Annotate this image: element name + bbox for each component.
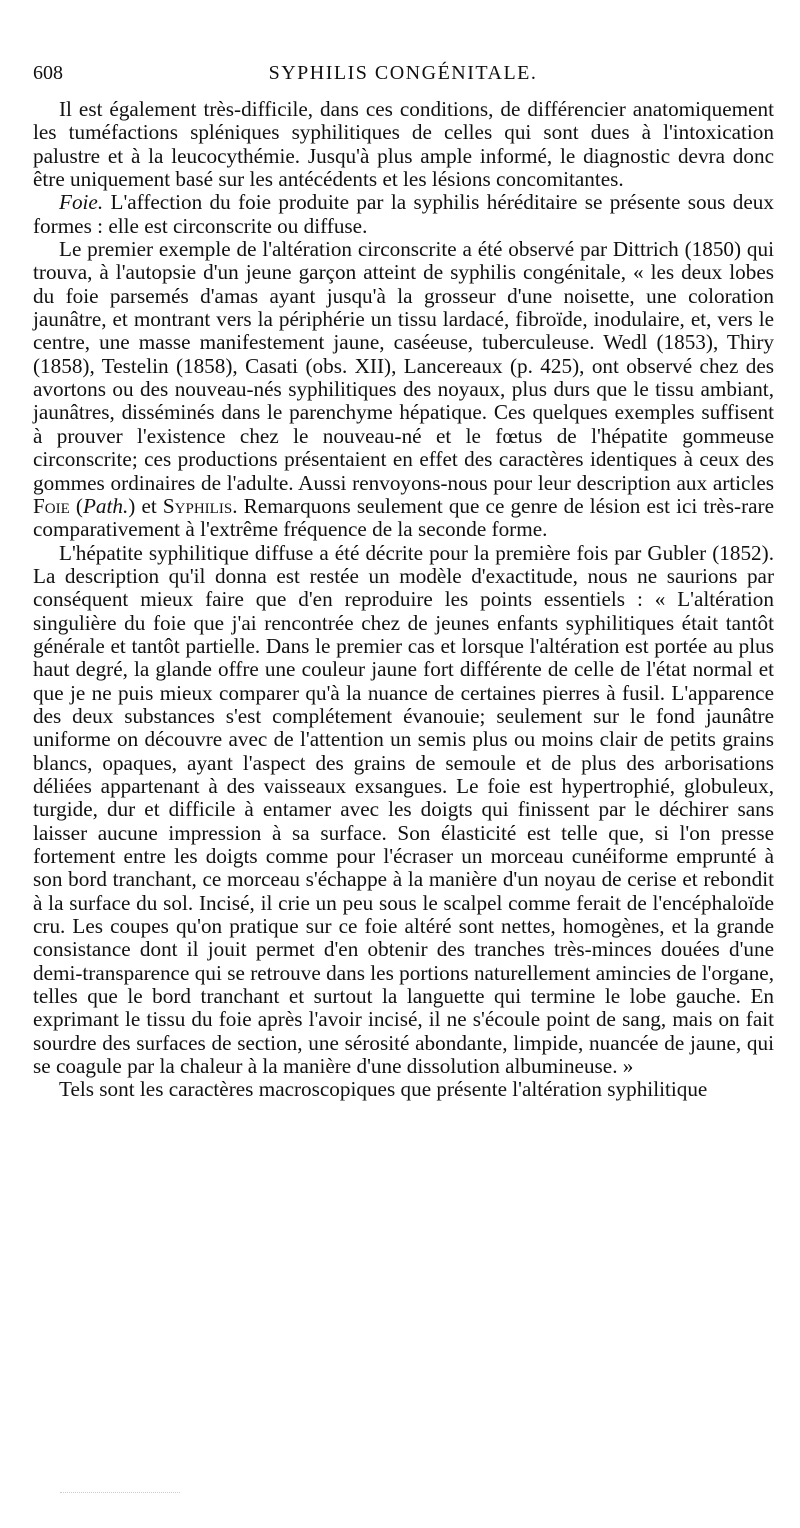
paragraph-circumscribed-text-a: Le premier exemple de l'altération circonscrite a été observé par Dittrich (1850) qui trouva, à l'autopsie d'un jeune garçon atteint de syphilis congénitale, « les deux lobes du foie parsemés d'amas ayant jusqu'à la grosseur d'une noisette, une coloration jaunâtre, et montrant vers la périphérie un tissu lardacé, fibroïde, inodulaire, et, vers le centre, une masse manifestement jaune, caséeuse, tuberculeuse. Wedl (1853), Thiry (1858), Testelin (1858), Casati (obs. XII), Lancereaux (p. 425), ont observé chez des avortons ou des nouveau-nés syphilitiques des noyaux, plus durs que le tissu ambiant, jaunâtres, disséminés dans le parenchyme hépatique. Ces quelques exemples suffisent à prouver l'existence chez le nouveau-né et le fœtus de l'hépatite gommeuse circonscrite; ces productions présentaient en effet des caractères identiques à ceux des gommes ordinaires de l'adulte. Aussi renvoyons-nous pour leur description aux articles (33, 237, 774, 495)
section-label-foie: Foie. (59, 190, 104, 215)
footer-smudge (60, 1492, 180, 1499)
paragraph-closing: Tels sont les caractères macroscopiques que présente l'altération syphilitique (59, 1077, 708, 1102)
article-ref-path: Path. (82, 493, 129, 518)
running-title: SYPHILIS CONGÉNITALE. (268, 62, 538, 84)
paragraph-foie-text: L'affection du foie produite par la syphilis héréditaire se présente sous deux formes : elle est circonscrite ou diffuse. (33, 190, 774, 238)
paragraph-spleen: Il est également très-difficile, dans ces conditions, de différencier anatomiquement les tuméfactions spléniques syphilitiques de celles qui sont dues à l'intoxication palustre et à la leucocythémie. Jusqu'à plus ample informé, le diagnostic devra donc être uniquement basé sur les antécédents et les lésions concomitantes. (33, 97, 774, 192)
page-header (33, 60, 773, 94)
paragraph-diffuse: L'hépatite syphilitique diffuse a été décrite pour la première fois par Gubler (1852). La description qu'il donna est restée un modèle d'exactitude, nous ne saurions par conséquent mieux faire que d'en reproduire les points essentiels : « L'altération singulière du foie que j'ai rencontrée chez de jeunes enfants syphilitiques était tantôt générale et tantôt partielle. Dans le premier cas et lorsque l'altération est portée au plus haut degré, la glande offre une couleur jaune fort différente de celle de l'état normal et que je ne puis mieux comparer qu'à la nuance de certaines pierres à fusil. L'apparence des deux substances s'est complétement évanouie; seulement sur le fond jaunâtre uniforme on découvre avec de l'attention un semis plus ou moins clair de petits grains blancs, opaques, ayant l'aspect des grains de semoule et de plus des arborisations déliées appartenant à des vaisseaux exsangues. Le foie est hypertrophié, globuleux, turgide, dur et difficile à entamer avec les doigts qui finissent par le déchirer sans laisser aucune impression à sa surface. Son élasticité est telle que, si l'on presse fortement entre les doigts comme pour l'écraser un morceau cunéiforme emprunté à son bord tranchant, ce morceau s'échappe à la manière d'un noyau de cerise et rebondit à la surface du sol. Incisé, il crie un peu sous le scalpel comme ferait de l'encéphaloïde cru. Les coupes qu'on pratique sur ce foie altéré sont nettes, homogènes, et la grande consistance dont il jouit permet d'en obtenir des tranches très-minces douées d'une demi-transparence qui se retrouve dans les portions naturellement amincies de l'organe, telles que le bord tranchant et surtout la languette qui termine le lobe gauche. En exprimant le tissu du foie après l'avoir incisé, il ne s'écoule point de sang, mais on fait sourdre des surfaces de section, une sérosité abondante, limpide, nuancée de jaune, qui se coagule par la chaleur à la manière d'une dissolution albumineuse. » (33, 540, 774, 1079)
page-number: 608 (33, 62, 63, 84)
article-ref-joiner: et (135, 493, 163, 518)
paragraph-circumscribed: Le premier exemple de l'altération circonscrite a été observé par Dittrich (1850) qui trouva, à l'autopsie d'un jeune garçon atteint de syphilis congénitale, « les deux lobes du foie parsemés d'amas ayant jusqu'à la grosseur d'une noisette, une coloration jaunâtre, et montrant vers la périphérie un tissu lardacé, fibroïde, inodulaire, et, vers le centre, une masse manifestement jaune, caséeuse, tuberculeuse. Wedl (1853), Thiry (1858), Testelin (1858), Casati (obs. XII), Lancereaux (p. 425), ont observé chez des avortons ou des nouveau-nés syphilitiques des noyaux, plus durs que le tissu ambiant, jaunâtres, disséminés dans le parenchyme hépatique. Ces quelques exemples suffisent à prouver l'existence chez le nouveau-né et le fœtus de l'hépatite gommeuse circonscrite; ces productions présentaient en effet des caractères identiques à ceux des gommes ordinaires de l'adulte. Aussi renvoyons-nous pour leur description aux articles Foie (Path.) et Syphilis. Remarquons seulement que ce genre de lésion est ici très-rare comparativement à l'extrême fréquence de la seconde forme. (33, 237, 774, 542)
article-ref-foie: Foie (33, 493, 70, 518)
article-ref-syphilis: Syphilis (162, 493, 233, 518)
paragraph-foie-intro (33, 191, 774, 238)
paragraph-circumscribed-text-b: . Remarquons seulement que ce genre de lésion est ici très-rare comparativement à l'extrême fréquence de la seconde forme. (33, 493, 774, 542)
body-text (33, 98, 774, 1102)
